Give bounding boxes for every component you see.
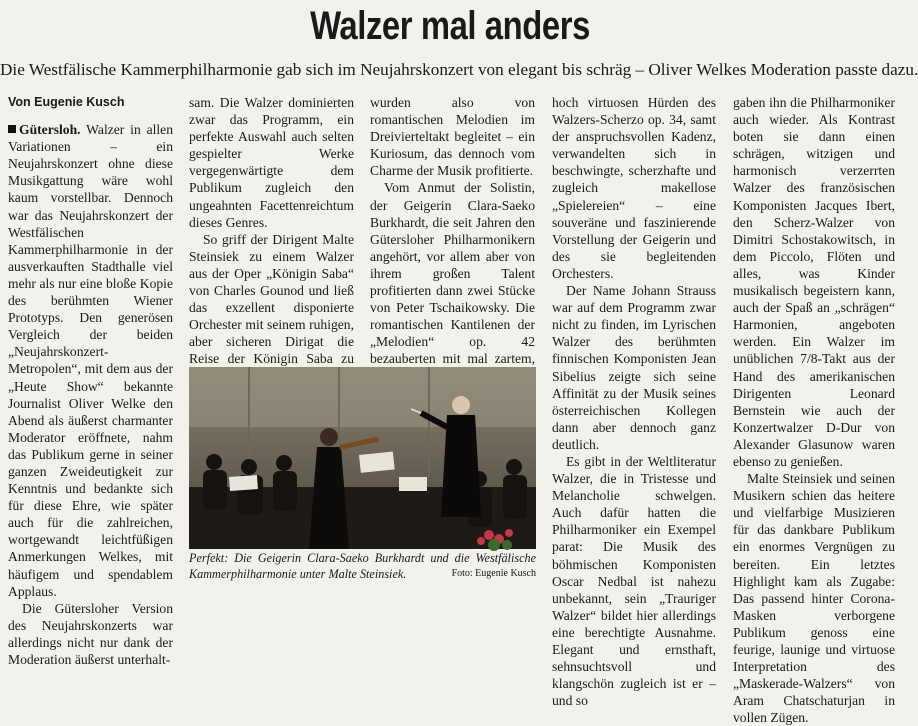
dateline: Gütersloh.: [19, 122, 81, 138]
paragraph: Es gibt in der Weltliteratur Walzer, die in Tristesse und Melancholie schwelgen. Auch dafür hatten die Philharmoniker ein Exempel parat: Die Musik des böhmischen Komponisten Oscar Nedbal ist nahezu unbekannt, sein „Trauriger Walzer“ bildet hier allerdings eine berechtigte Ausnahme. Elegant und ernsthaft, sehnsuchtsvoll und klangschön zugleich ist er – und so: [552, 453, 716, 709]
orchestra-illustration: [189, 367, 536, 549]
paragraph: wurden also von romantischen Melodien im Dreivierteltakt begleitet – ein Kuriosum, das dennoch vom Charme der Musik profitierte.: [370, 95, 535, 179]
caption-text: Perfekt: Die Geigerin Clara-Saeko Burkhardt und die Westfälische Kammerphilharmonie unter Malte Steinsiek.: [189, 551, 536, 581]
article-column-4: [552, 94, 716, 709]
paragraph: So griff der Dirigent Malte Steinsiek zu einem Walzer aus der Oper „Königin Saba“ von Charles Gounod und ließ das exzellent disponierte Orchester mit seinem ruhigen, aber sicheren Dirigat die Reise der Königin Saba zu: [189, 231, 354, 367]
square-bullet-icon: [8, 125, 16, 133]
concert-photo: [189, 367, 536, 549]
article-column-2: [189, 94, 354, 367]
lead-text: Walzer in allen Variationen – ein Neujahrskonzert ohne diese Musikgattung wäre wohl kaum vorstellbar. Dennoch war das Neujahrskonzert der Westfälischen Kammerphilharmonie in der ausverkauften Stadthalle viel mehr als nur eine bloße Kopie des berühmten Wiener Prototyps. Den generösen Vergleich der beiden „Neujahrskonzert-Metropolen“, mit dem aus der „Heute Show“ bekannte Journalist Oliver Welke den Abend als äußerst charmanter Moderator eröffnete, nahm das Publikum gerne in seiner ganzen Zweideutigkeit zur Kenntnis und bedankte sich für diese Ehre, wie später auch für die zahlreichen, wortgewandt leichtfüßigen Anmerkungen Welkes, mit häufigem und spendablem Applaus.: [8, 122, 174, 599]
article-column-5: [733, 94, 895, 726]
paragraph: sam. Die Walzer dominierten zwar das Programm, ein perfekte Auswahl auch selten gespielter Werke vergegenwärtigte dem Publikum zugleich den ungeahnten Facettenreichtum dieses Genres.: [189, 95, 354, 230]
subheadline: Die Westfälische Kammerphilharmonie gab sich im Neujahrskonzert von elegant bis schräg – Oliver Welkes Moderation passte dazu.: [0, 60, 918, 79]
article-column-1: [8, 94, 173, 668]
byline: Von Eugenie Kusch: [8, 95, 125, 109]
article-column-3: [370, 94, 535, 367]
photo-caption: [189, 550, 536, 582]
lead-paragraph: [8, 121, 173, 600]
paragraph: hoch virtuosen Hürden des Walzers-Scherzo op. 34, samt der anspruchsvollen Kadenz, verwandelten sich in beschwingte, scherzhafte und zugleich makellose „Spielereien“ – eine souveräne und faszinierende Vorstellung der Geigerin und des sie begleitenden Orchesters.: [552, 95, 716, 281]
paragraph: Die Gütersloher Version des Neujahrskonzerts war allerdings nicht nur dank der Moderation äußerst unterhalt-: [8, 600, 173, 667]
paragraph: Malte Steinsiek und seinen Musikern schien das heitere und vielfarbige Musizieren für das dankbare Publikum ein enormes Vergnügen zu bereiten. Ein letztes Highlight kam als Zugabe: Das passend hinter Corona-Masken verborgene Publikum genoss eine feurige, launige und virtuose Interpretation des „Maskerade-Walzers“ von Aram Chatschaturjan in vollen Zügen.: [733, 471, 895, 726]
photo-credit: Foto: Eugenie Kusch: [451, 568, 536, 579]
paragraph: Vom Anmut der Solistin, der Geigerin Clara-Saeko Burkhardt, die seit Jahren den Gütersloher Philharmonikern angehört, vor allem aber von ihrem großen Talent profitierten dann zwei Stücke von Peter Tschaikowsky. Die romantischen Kantilenen der „Melodien“ op. 42 bezauberten mit mal zartem,: [370, 180, 535, 367]
headline: Walzer mal anders: [310, 4, 590, 48]
paragraph: Der Name Johann Strauss war auf dem Programm zwar nicht zu finden, im Lyrischen Walzer des berühmten finnischen Komponisten Jean Sibelius zeigte sich seine Affinität zu der Musik seines österreichischen Kollegen dann aber dennoch ganz deutlich.: [552, 283, 716, 452]
paragraph: gaben ihn die Philharmoniker auch wieder. Als Kontrast boten sie dann einen schrägen, witzigen und harmonisch verzerrten Walzer des französischen Komponisten Jacques Ibert, den Scherz-Walzer von Dimitri Schostakowitsch, in dem Piccolo, Flöten und alles, was Kinder musikalisch begeistern kann, auch der Spaß an „schrägen“ Harmonien, angeboten werden. Ein Walzer im unüblichen 7/8-Takt aus der Hand des amerikanischen Dirigenten Leonard Bernstein wie auch der Konzertwalzer D-Dur von Alexander Glasunow waren ebenso zu genießen.: [733, 95, 895, 469]
